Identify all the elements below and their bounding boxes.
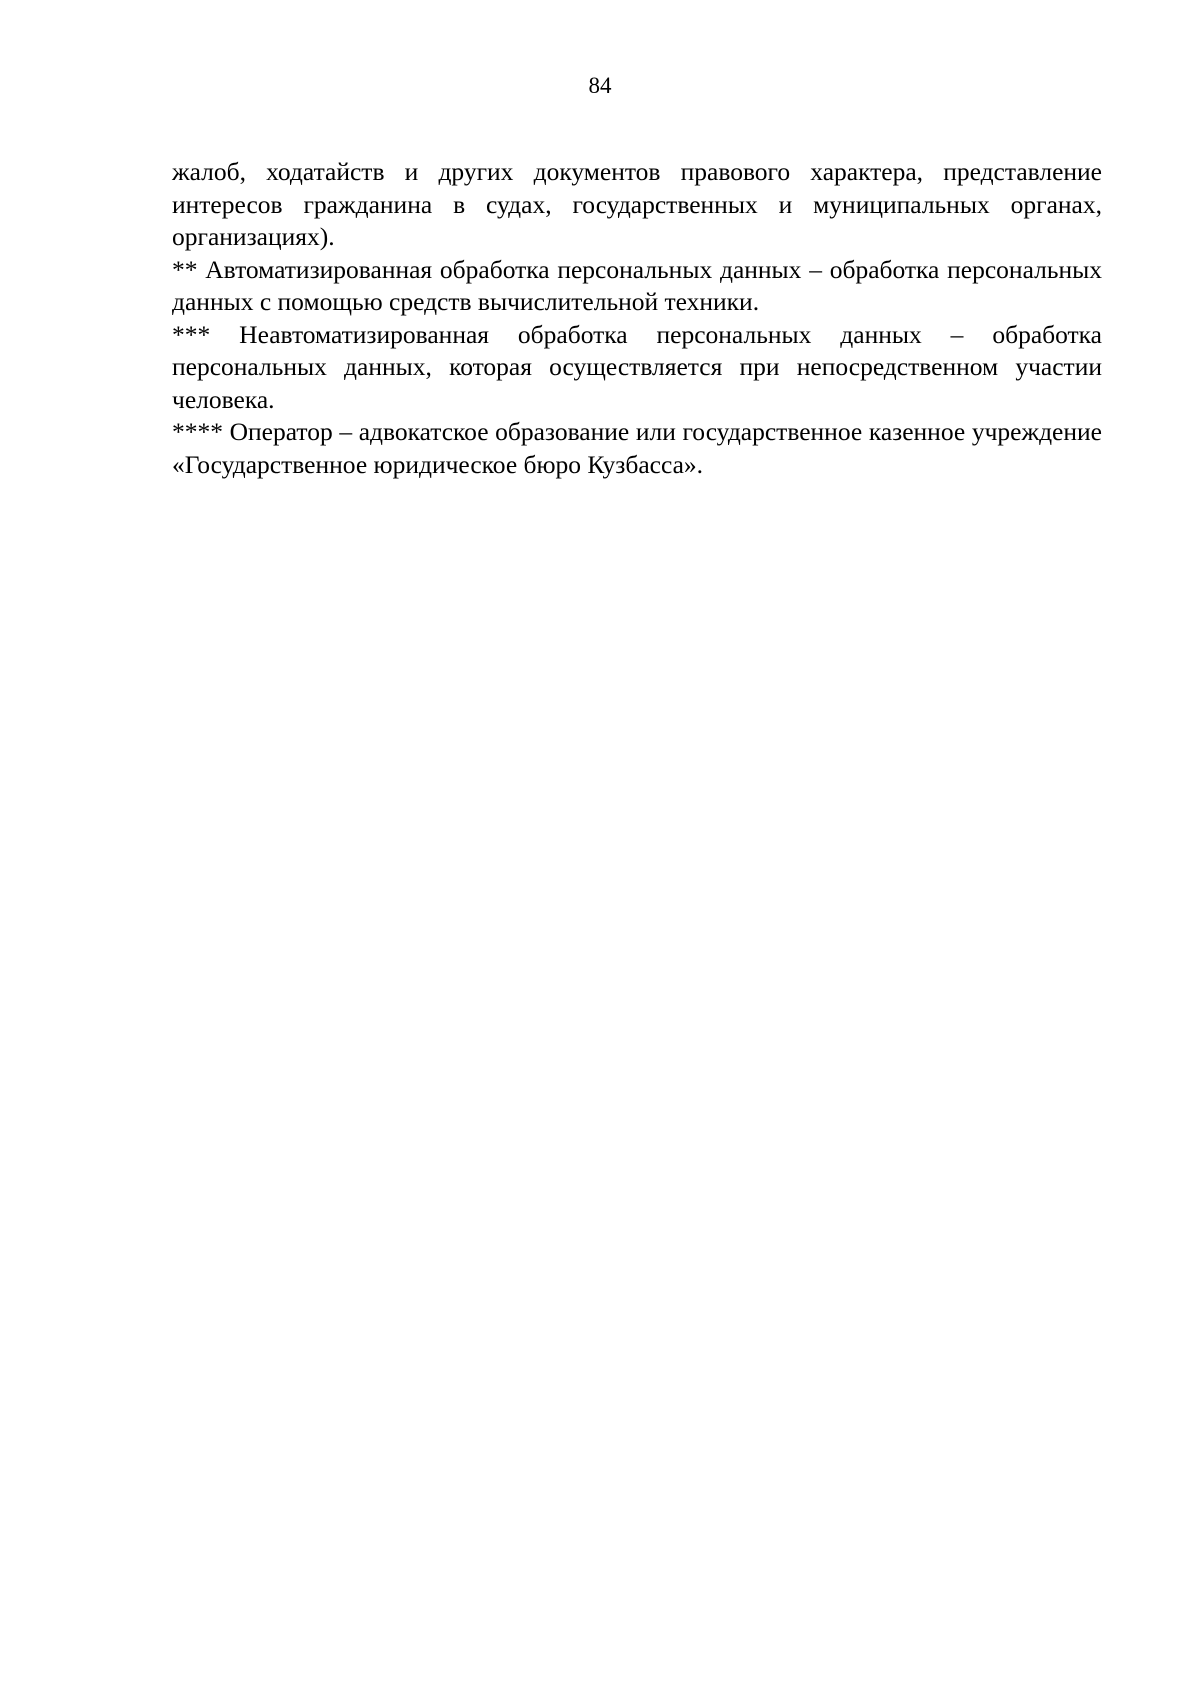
paragraph-continuation: жалоб, ходатайств и других документов правового характера, представление интересов гражданина в судах, государственных и муниципальных органах, организациях). — [172, 157, 1102, 251]
footnote-operator: **** Оператор – адвокатское образование или государственное казенное учреждение «Государственное юридическое бюро Кузбасса». — [172, 417, 1102, 479]
footnote-non-automated-processing: *** Неавтоматизированная обработка персональных данных – обработка персональных данных, которая осуществляется при непосредственном участии человека. — [172, 319, 1102, 414]
document-body — [172, 156, 1102, 481]
page-number: 84 — [588, 73, 612, 98]
footnote-automated-processing: ** Автоматизированная обработка персональных данных – обработка персональных данных с помощью средств вычислительной техники. — [172, 254, 1102, 316]
